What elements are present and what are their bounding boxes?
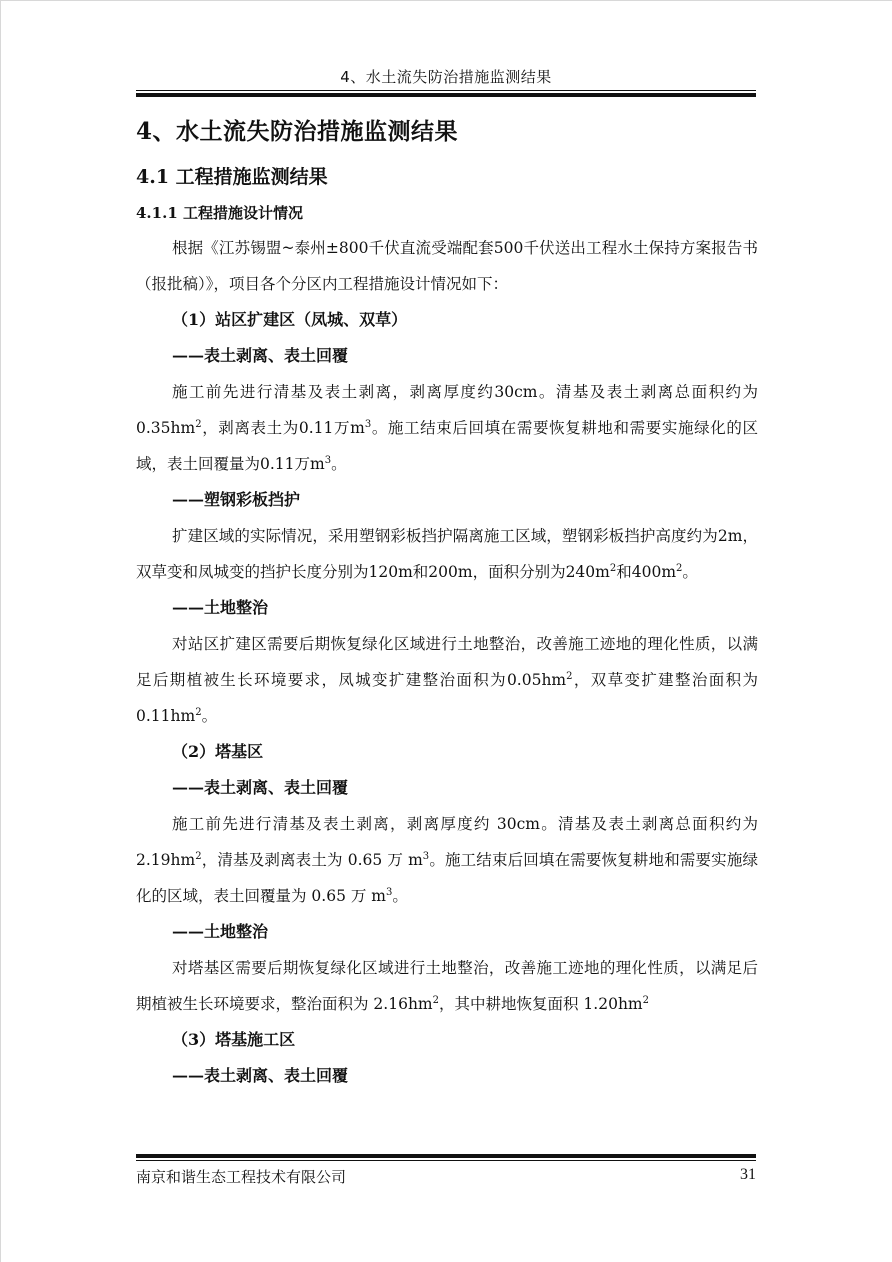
- header-rule-thick: [136, 93, 756, 97]
- running-footer: [136, 1166, 756, 1187]
- header-rule-thin: [136, 90, 756, 91]
- measure-paragraph: 施工前先进行清基及表土剥离，剥离厚度约 30cm。清基及表土剥离总面积约为 $2.19hm^2$，清基及剥离表土为 0.65 万 $m^3$。施工结束后回填在需要恢复耕地和需要实施绿化的区域，表土回覆量为 0.65 万 $m^3$。: [136, 815, 758, 905]
- subsubsection-title: 4.1.1 工程措施设计情况: [136, 204, 303, 222]
- measure-heading: ——表土剥离、表土回覆: [172, 346, 349, 365]
- footer-rule-thick: [136, 1154, 756, 1158]
- measure-heading: ——塑钢彩板挡护: [172, 490, 301, 509]
- zone-heading: （3）塔基施工区: [172, 1030, 296, 1049]
- measure-paragraph: 对塔基区需要后期恢复绿化区域进行土地整治，改善施工迹地的理化性质，以满足后期植被生长环境要求，整治面积为 $2.16hm^2$，其中耕地恢复面积 $1.20hm^2$: [136, 959, 758, 1013]
- company-name: 南京和谐生态工程技术有限公司: [136, 1168, 347, 1186]
- intro-paragraph: 根据《江苏锡盟~泰州±800千伏直流受端配套500千伏送出工程水土保持方案报告书（报批稿）》，项目各个分区内工程措施设计情况如下：: [136, 239, 758, 293]
- measure-heading: ——土地整治: [172, 922, 269, 941]
- section-title: 4、水土流失防治措施监测结果: [136, 118, 459, 145]
- page-number: 31: [740, 1166, 756, 1183]
- measure-heading: ——土地整治: [172, 598, 269, 617]
- measure-paragraph: 对站区扩建区需要后期恢复绿化区域进行土地整治，改善施工迹地的理化性质，以满足后期植被生长环境要求，凤城变扩建整治面积为$0.05hm^2$，双草变扩建整治面积为$0.11hm^2$。: [136, 635, 758, 725]
- measure-heading: ——表土剥离、表土回覆: [172, 1066, 349, 1085]
- running-header: 4、水土流失防治措施监测结果: [340, 68, 552, 86]
- page-edge-left: [0, 0, 1, 1262]
- zone-heading: （2）塔基区: [172, 742, 264, 761]
- measure-paragraph: 扩建区域的实际情况，采用塑钢彩板挡护隔离施工区域，塑钢彩板挡护高度约为2m，双草变和凤城变的挡护长度分别为120m和200m，面积分别为$240m^2$和$400m^2$。: [136, 527, 758, 581]
- subsection-title: 4.1 工程措施监测结果: [136, 166, 328, 188]
- zone-heading: （1）站区扩建区（凤城、双草）: [172, 310, 408, 329]
- measure-heading: ——表土剥离、表土回覆: [172, 778, 349, 797]
- page-edge-top: [0, 0, 892, 1]
- measure-paragraph: 施工前先进行清基及表土剥离，剥离厚度约30cm。清基及表土剥离总面积约为$0.35hm^2$，剥离表土为0.11万$m^3$。施工结束后回填在需要恢复耕地和需要实施绿化的区域，表土回覆量为0.11万$m^3$。: [136, 383, 758, 473]
- page-body: [136, 112, 758, 1094]
- footer-rule-thin: [136, 1160, 756, 1161]
